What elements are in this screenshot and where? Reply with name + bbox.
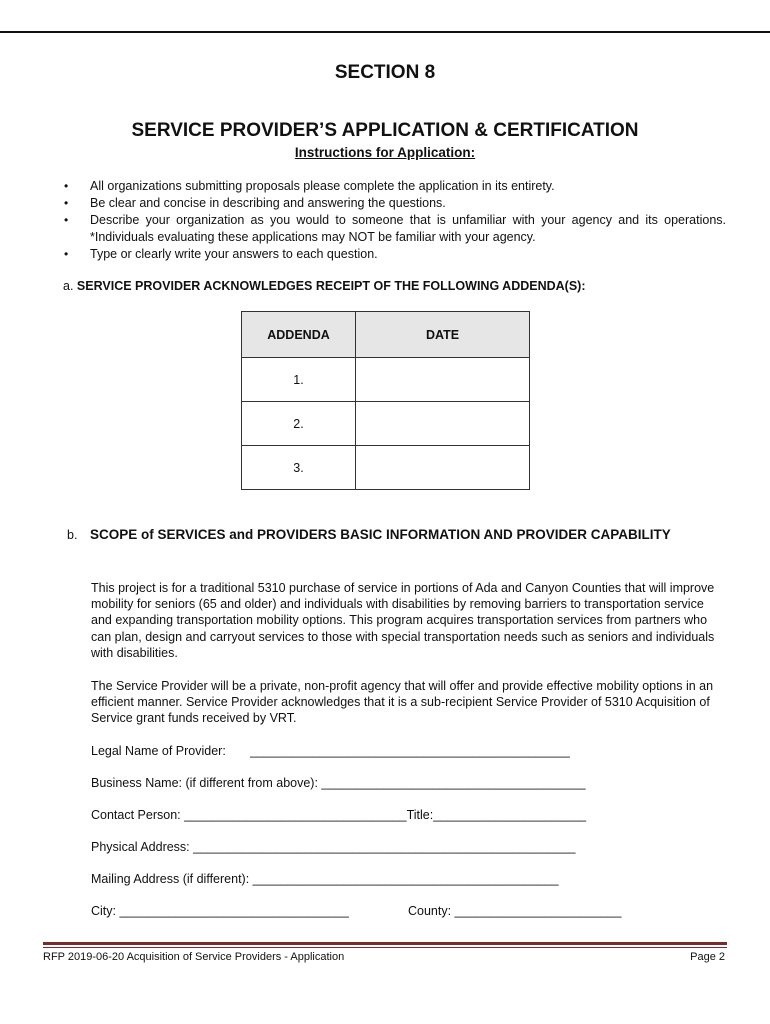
footer-rule <box>43 942 727 945</box>
part-a-heading <box>63 279 586 293</box>
addenda-date-cell[interactable] <box>356 446 530 490</box>
addenda-number: 2. <box>242 402 356 446</box>
date-column-header: DATE <box>356 312 530 358</box>
instructions-list <box>64 178 726 263</box>
physical-address-field[interactable]: Physical Address: _______________________________________________________ <box>91 840 576 854</box>
addenda-date-cell[interactable] <box>356 402 530 446</box>
instructions-heading: Instructions for Application: <box>294 145 476 160</box>
contact-person-field[interactable]: Contact Person: ________________________________Title:______________________ <box>91 808 587 822</box>
footer-rule-thin <box>43 947 727 948</box>
addenda-table <box>241 311 530 490</box>
instruction-item: • Type or clearly write your answers to each question. <box>64 246 726 263</box>
table-row <box>242 402 530 446</box>
business-name-field[interactable]: Business Name: (if different from above): ______________________________________ <box>91 776 586 790</box>
instruction-item: • Describe your organization as you would to someone that is unfamiliar with your agency and its operations. *Individuals evaluating these applications may NOT be familiar with your agency. <box>64 212 726 246</box>
part-b-heading <box>67 526 727 544</box>
mailing-address-field[interactable]: Mailing Address (if different): ____________________________________________ <box>91 872 559 886</box>
city-field[interactable]: City: _________________________________ <box>91 904 349 918</box>
provider-paragraph: The Service Provider will be a private, non-profit agency that will offer and provide effective mobility options in an efficient manner. Service Provider acknowledges that it is a sub-recipient Service Provider of 5310 Acquisition of Service grant funds received by VRT. <box>91 679 714 726</box>
addenda-number: 1. <box>242 358 356 402</box>
part-a-heading-text: SERVICE PROVIDER ACKNOWLEDGES RECEIPT OF THE FOLLOWING ADDENDA(S): <box>76 279 586 293</box>
addenda-column-header: ADDENDA <box>242 312 356 358</box>
county-field[interactable]: County: ________________________ <box>408 904 622 918</box>
top-rule <box>0 31 770 33</box>
table-row <box>242 358 530 402</box>
instruction-item: • Be clear and concise in describing and answering the questions. <box>64 195 726 212</box>
scope-paragraph: This project is for a traditional 5310 purchase of service in portions of Ada and Canyon Counties that will improve mobility for seniors (65 and older) and individuals with disabilities by removing barriers to transportation service and expanding transportation mobility options. This program acquires transportation services from partners who can plan, design and carryout services to those with special transportation needs such as seniors and individuals with disabilities. <box>91 581 715 660</box>
part-a-marker: a. <box>63 279 74 293</box>
page-title: SERVICE PROVIDER’S APPLICATION & CERTIFICATION <box>131 120 639 141</box>
table-row <box>242 446 530 490</box>
addenda-number: 3. <box>242 446 356 490</box>
addenda-header-row <box>242 312 530 358</box>
legal-name-field[interactable]: Legal Name of Provider: ______________________________________________ <box>91 744 570 758</box>
page-number: Page 2 <box>690 951 725 963</box>
instruction-item: • All organizations submitting proposals please complete the application in its entirety. <box>64 178 726 195</box>
footer-document-id: RFP 2019-06-20 Acquisition of Service Providers - Application <box>43 951 345 963</box>
part-b-heading-text: SCOPE of SERVICES and PROVIDERS BASIC INFORMATION AND PROVIDER CAPABILITY <box>90 527 671 542</box>
addenda-date-cell[interactable] <box>356 358 530 402</box>
part-b-marker: b. <box>67 528 78 542</box>
section-title: SECTION 8 <box>334 62 436 83</box>
